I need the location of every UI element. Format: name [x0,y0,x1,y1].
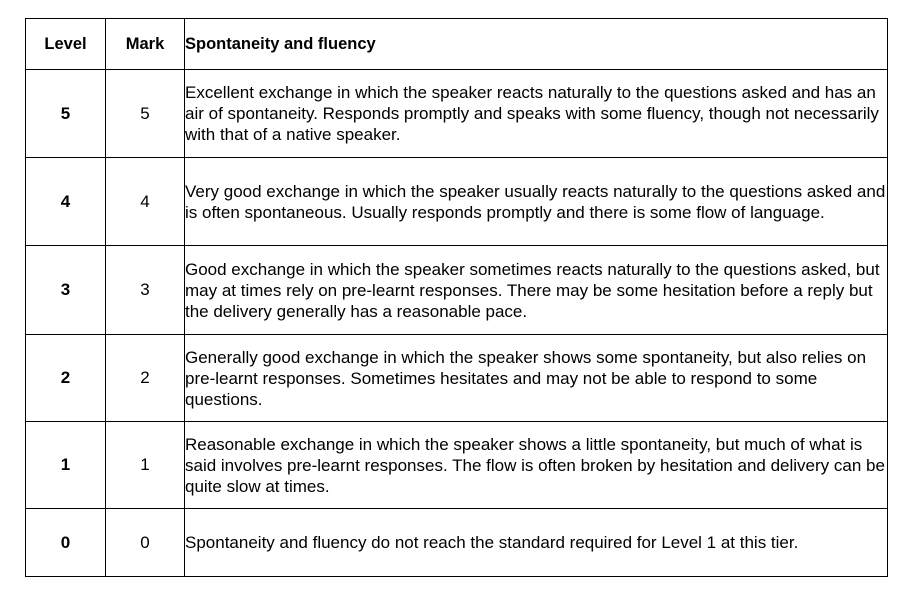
descriptor-cell: Reasonable exchange in which the speaker shows a little spontaneity, but much of what is said involves pre-learnt responses. The flow is often broken by hesitation and delivery can be quite slow at times. [185,422,888,509]
level-cell: 4 [26,158,106,246]
level-cell: 0 [26,509,106,577]
criteria-column-header: Spontaneity and fluency [185,19,888,70]
mark-cell: 2 [106,335,185,422]
descriptor-cell: Generally good exchange in which the speaker shows some spontaneity, but also relies on pre-learnt responses. Sometimes hesitates and may not be able to respond to some questions. [185,335,888,422]
level-cell: 2 [26,335,106,422]
level-cell: 3 [26,246,106,335]
mark-cell: 4 [106,158,185,246]
level-cell: 5 [26,70,106,158]
level-column-header: Level [26,19,106,70]
table-row [26,70,888,158]
header-row [26,19,888,70]
table-row [26,246,888,335]
table-row [26,422,888,509]
descriptor-cell: Good exchange in which the speaker sometimes reacts naturally to the questions asked, but may at times rely on pre-learnt responses. There may be some hesitation before a reply but the delivery generally has a reasonable pace. [185,246,888,335]
mark-cell: 3 [106,246,185,335]
mark-column-header: Mark [106,19,185,70]
mark-scheme-table [25,18,888,577]
table-row [26,509,888,577]
descriptor-cell: Excellent exchange in which the speaker reacts naturally to the questions asked and has an air of spontaneity. Responds promptly and speaks with some fluency, though not necessarily with that of a native speaker. [185,70,888,158]
mark-cell: 1 [106,422,185,509]
table-row [26,335,888,422]
level-cell: 1 [26,422,106,509]
descriptor-cell: Spontaneity and fluency do not reach the standard required for Level 1 at this tier. [185,509,888,577]
descriptor-cell: Very good exchange in which the speaker usually reacts naturally to the questions asked and is often spontaneous. Usually responds promptly and there is some flow of language. [185,158,888,246]
table-row [26,158,888,246]
mark-cell: 5 [106,70,185,158]
mark-cell: 0 [106,509,185,577]
